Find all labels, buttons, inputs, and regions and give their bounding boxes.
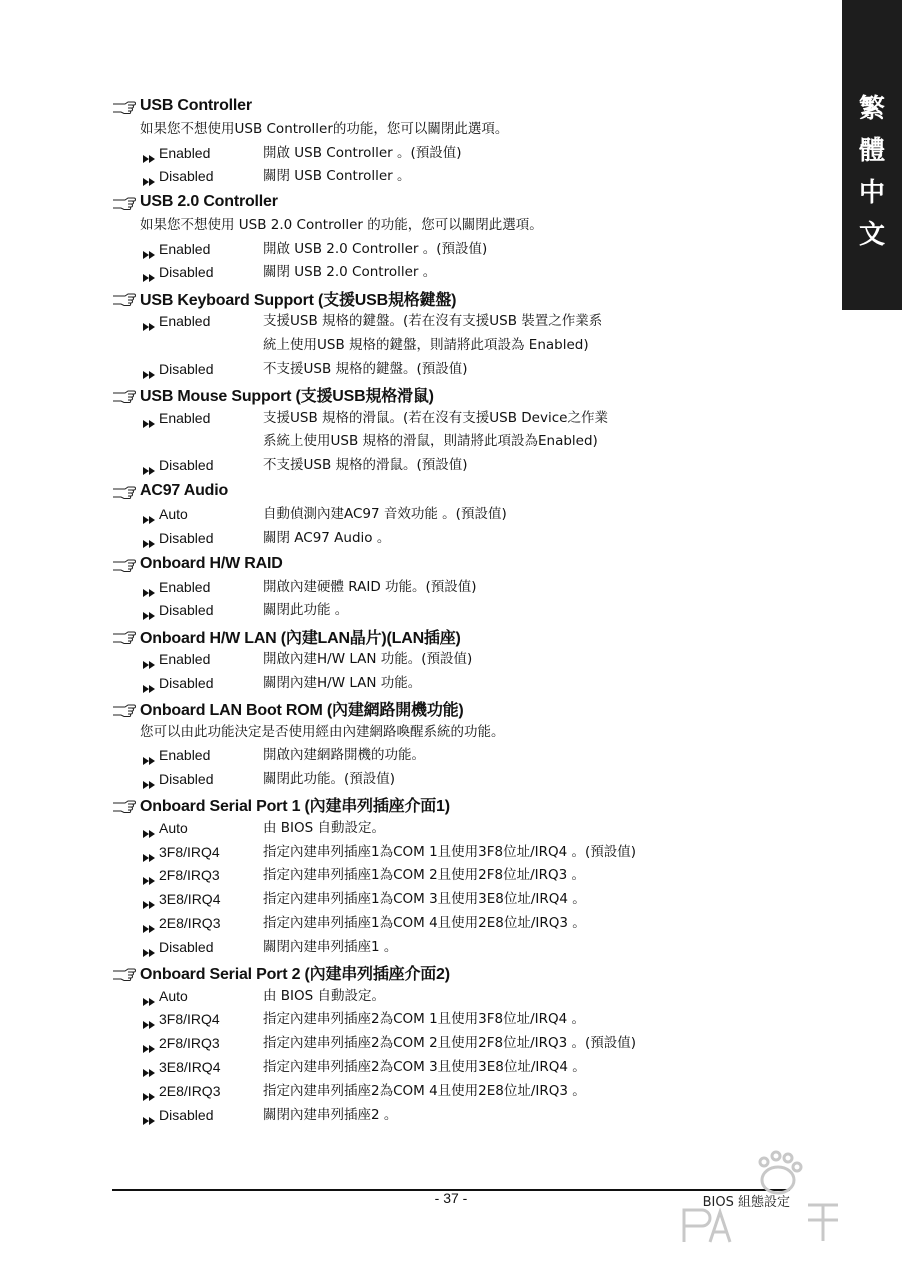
pointing-hand-icon	[112, 557, 136, 571]
option-label: Enabled	[159, 409, 211, 426]
option-label: 2F8/IRQ3	[159, 1035, 220, 1052]
option-description: 指定內建串列插座1為COM 3且使用3E8位址/IRQ4 。	[263, 891, 586, 908]
option-label: 2F8/IRQ3	[159, 867, 220, 884]
pointing-hand-icon	[112, 702, 136, 716]
option-description: 不支援USB 規格的鍵盤。(預設值)	[263, 360, 468, 377]
side-tab-char: 文	[858, 220, 885, 250]
double-arrow-icon	[142, 510, 156, 520]
option-description: 指定內建串列插座2為COM 1且使用3F8位址/IRQ4 。	[263, 1011, 586, 1028]
section-title: AC97 Audio	[140, 481, 229, 499]
option-label: Enabled	[159, 240, 211, 257]
section-header	[112, 552, 812, 576]
option-row	[112, 454, 812, 478]
side-tab-char: 繁	[858, 94, 885, 124]
double-arrow-icon	[142, 943, 156, 953]
pointing-hand-icon	[112, 484, 136, 498]
option-description: 指定內建串列插座1為COM 1且使用3F8位址/IRQ4 。(預設值)	[263, 843, 637, 860]
option-description: 關閉 USB 2.0 Controller 。	[263, 264, 437, 281]
option-label: 3F8/IRQ4	[159, 1011, 220, 1028]
double-arrow-icon	[142, 1087, 156, 1097]
section-description: 您可以由此功能決定是否使用經由內建網路喚醒系統的功能。	[140, 723, 505, 740]
option-row	[112, 1104, 812, 1128]
option-row	[112, 864, 812, 888]
section-description: 如果您不想使用USB Controller的功能，您可以關閉此選項。	[140, 121, 509, 137]
option-row	[112, 599, 812, 623]
option-row	[112, 912, 812, 936]
option-label: 3E8/IRQ4	[159, 891, 221, 908]
pointing-hand-icon	[112, 966, 136, 980]
option-row	[112, 648, 812, 672]
option-description: 關閉內建H/W LAN 功能。	[263, 674, 422, 691]
pointing-hand-icon	[112, 195, 136, 209]
section-header	[112, 286, 812, 310]
option-row	[112, 142, 812, 166]
option-description: 關閉內建串列插座1 。	[263, 938, 398, 955]
option-row	[112, 238, 812, 262]
option-description: 關閉 AC97 Audio 。	[263, 529, 391, 546]
option-description: 指定內建串列插座1為COM 2且使用2F8位址/IRQ3 。	[263, 867, 586, 884]
setting-section	[112, 697, 812, 792]
option-description: 關閉此功能 。	[263, 602, 349, 619]
double-arrow-icon	[142, 583, 156, 593]
option-label: Disabled	[159, 771, 214, 788]
option-row	[112, 985, 812, 1009]
double-arrow-icon	[142, 365, 156, 375]
option-label: Disabled	[159, 1106, 214, 1123]
option-description: 自動偵測內建AC97 音效功能 。(預設值)	[263, 505, 507, 522]
pointing-hand-icon	[112, 629, 136, 643]
option-label: Disabled	[159, 168, 214, 185]
setting-section	[112, 552, 812, 624]
section-description: 如果您不想使用 USB 2.0 Controller 的功能，您可以關閉此選項。	[140, 217, 543, 234]
double-arrow-icon	[142, 1111, 156, 1121]
option-label: 3E8/IRQ4	[159, 1059, 221, 1076]
double-arrow-icon	[142, 679, 156, 689]
double-arrow-icon	[142, 1015, 156, 1025]
double-arrow-icon	[142, 268, 156, 278]
setting-section	[112, 624, 812, 696]
side-tab-char: 體	[858, 136, 885, 166]
section-header	[112, 961, 812, 985]
section-header	[112, 479, 812, 503]
option-description: 關閉內建串列插座2 。	[263, 1106, 398, 1123]
document-body	[112, 94, 812, 1128]
section-header	[112, 94, 812, 118]
option-row	[112, 817, 812, 841]
option-row	[112, 407, 812, 455]
option-description: 開啟內建H/W LAN 功能。(預設值)	[263, 651, 473, 668]
double-arrow-icon	[142, 317, 156, 327]
double-arrow-icon	[142, 245, 156, 255]
option-label: Auto	[159, 819, 188, 836]
option-row	[112, 310, 812, 358]
double-arrow-icon	[142, 655, 156, 665]
option-label: Auto	[159, 987, 188, 1004]
section-title: USB 2.0 Controller	[140, 193, 278, 211]
option-row	[112, 165, 812, 189]
option-description: 不支援USB 規格的滑鼠。(預設值)	[263, 457, 468, 474]
section-title: USB Controller	[140, 97, 252, 114]
double-arrow-icon	[142, 775, 156, 785]
double-arrow-icon	[142, 461, 156, 471]
option-row	[112, 841, 812, 865]
option-row	[112, 527, 812, 551]
side-tab-char: 中	[858, 178, 885, 208]
option-label: Disabled	[159, 602, 214, 619]
section-header	[112, 190, 812, 214]
section-header	[112, 624, 812, 648]
option-description: 指定內建串列插座2為COM 2且使用2F8位址/IRQ3 。(預設值)	[263, 1035, 637, 1052]
double-arrow-icon	[142, 919, 156, 929]
section-header	[112, 793, 812, 817]
option-row	[112, 1056, 812, 1080]
section-title: USB Keyboard Support (支援USB規格鍵盤)	[140, 291, 457, 309]
option-description: 關閉 USB Controller 。	[263, 168, 411, 185]
pointing-hand-icon	[112, 798, 136, 812]
setting-section	[112, 383, 812, 478]
section-title: Onboard Serial Port 2 (內建串列插座介面2)	[140, 966, 450, 984]
option-description: 指定內建串列插座2為COM 4且使用2E8位址/IRQ3 。	[263, 1082, 586, 1099]
option-description: 開啟 USB 2.0 Controller 。(預設值)	[263, 240, 488, 257]
option-row	[112, 1080, 812, 1104]
option-description: 指定內建串列插座2為COM 3且使用3E8位址/IRQ4 。	[263, 1059, 586, 1076]
setting-section	[112, 190, 812, 285]
option-row	[112, 1008, 812, 1032]
option-label: Disabled	[159, 457, 214, 474]
section-title: Onboard H/W RAID	[140, 554, 283, 572]
option-row	[112, 576, 812, 600]
option-row	[112, 503, 812, 527]
double-arrow-icon	[142, 172, 156, 182]
double-arrow-icon	[142, 149, 156, 159]
pointing-hand-icon	[112, 388, 136, 402]
option-description: 支援USB 規格的鍵盤。(若在沒有支援USB 裝置之作業系 統上使用USB 規格的鍵盤，則請將此項設為 Enabled)	[263, 313, 603, 353]
baidu-watermark-icon	[680, 1150, 850, 1245]
option-label: Disabled	[159, 529, 214, 546]
option-label: 2E8/IRQ3	[159, 915, 221, 932]
option-description: 關閉此功能。(預設值)	[263, 771, 396, 788]
option-row	[112, 358, 812, 382]
option-row	[112, 672, 812, 696]
option-row	[112, 768, 812, 792]
option-label: Disabled	[159, 938, 214, 955]
double-arrow-icon	[142, 414, 156, 424]
double-arrow-icon	[142, 992, 156, 1002]
footer-chapter-title: BIOS 組態設定	[702, 1195, 790, 1210]
section-title: Onboard H/W LAN (內建LAN晶片)(LAN插座)	[140, 629, 461, 647]
option-label: Disabled	[159, 674, 214, 691]
setting-section	[112, 286, 812, 381]
option-row	[112, 888, 812, 912]
setting-section	[112, 961, 812, 1128]
double-arrow-icon	[142, 1039, 156, 1049]
section-title: Onboard Serial Port 1 (內建串列插座介面1)	[140, 798, 450, 816]
language-side-tab	[842, 0, 902, 310]
double-arrow-icon	[142, 751, 156, 761]
option-row	[112, 261, 812, 285]
option-description: 開啟 USB Controller 。(預設值)	[263, 144, 462, 161]
section-title: Onboard LAN Boot ROM (內建網路開機功能)	[140, 702, 464, 720]
option-label: Auto	[159, 505, 188, 522]
option-description: 開啟內建網路開機的功能。	[263, 747, 425, 764]
option-label: Enabled	[159, 144, 211, 161]
option-row	[112, 744, 812, 768]
option-description: 支援USB 規格的滑鼠。(若在沒有支援USB Device之作業 系統上使用USB 規格的滑鼠，則請將此項設為Enabled)	[263, 409, 608, 450]
page-number: - 37 -	[434, 1190, 468, 1206]
double-arrow-icon	[142, 606, 156, 616]
setting-section	[112, 479, 812, 551]
double-arrow-icon	[142, 824, 156, 834]
option-label: Enabled	[159, 313, 211, 330]
option-label: Disabled	[159, 264, 214, 281]
double-arrow-icon	[142, 871, 156, 881]
option-description: 由 BIOS 自動設定。	[263, 987, 386, 1004]
section-title: USB Mouse Support (支援USB規格滑鼠)	[140, 388, 434, 406]
double-arrow-icon	[142, 534, 156, 544]
double-arrow-icon	[142, 895, 156, 905]
section-header	[112, 697, 812, 721]
option-description: 開啟內建硬體 RAID 功能。(預設值)	[263, 578, 477, 595]
option-label: 3F8/IRQ4	[159, 843, 220, 860]
double-arrow-icon	[142, 1063, 156, 1073]
option-label: Enabled	[159, 651, 211, 668]
double-arrow-icon	[142, 848, 156, 858]
option-label: Enabled	[159, 747, 211, 764]
option-row	[112, 936, 812, 960]
setting-section	[112, 94, 812, 189]
pointing-hand-icon	[112, 99, 136, 113]
section-header	[112, 383, 812, 407]
setting-section	[112, 793, 812, 960]
option-label: Enabled	[159, 578, 211, 595]
pointing-hand-icon	[112, 291, 136, 305]
option-description: 由 BIOS 自動設定。	[263, 819, 386, 836]
option-description: 指定內建串列插座1為COM 4且使用2E8位址/IRQ3 。	[263, 915, 586, 932]
option-label: Disabled	[159, 360, 214, 377]
option-row	[112, 1032, 812, 1056]
option-label: 2E8/IRQ3	[159, 1082, 221, 1099]
